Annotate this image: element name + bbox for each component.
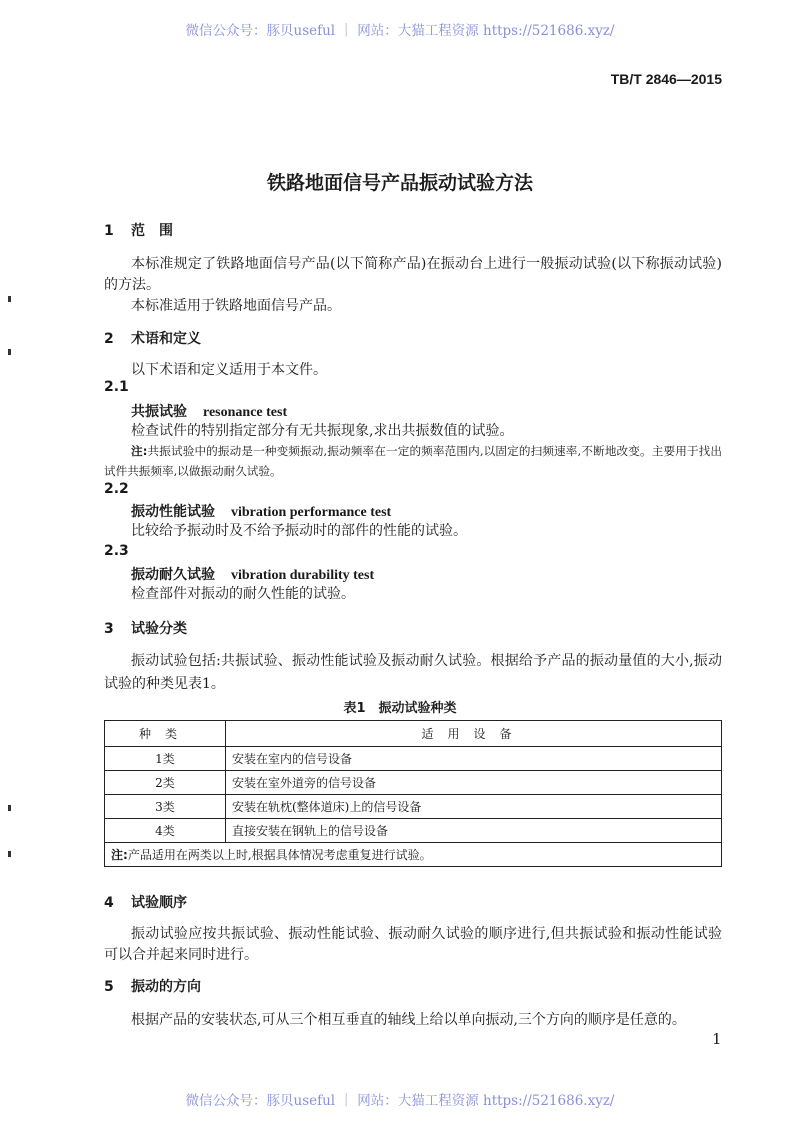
term-zh: 共振试验 <box>131 404 187 420</box>
section-1-paragraph-2: 本标准适用于铁路地面信号产品。 <box>131 298 341 314</box>
table-row <box>105 795 722 819</box>
table-cell: 2类 <box>105 771 226 795</box>
table-row <box>105 819 722 843</box>
note-text: 产品适用在两类以上时,根据具体情况考虑重复进行试验。 <box>127 848 432 862</box>
scan-mark <box>8 296 11 302</box>
section-1-paragraph-1: 本标准规定了铁路地面信号产品(以下简称产品)在振动台上进行一般振动试验(以下称振动试验)的方法。 <box>104 256 722 293</box>
section-4-heading <box>104 892 187 912</box>
term-2-3 <box>131 564 374 584</box>
table-caption: 表1 振动试验种类 <box>343 701 457 716</box>
term-en: resonance test <box>203 405 288 420</box>
section-5-heading <box>104 976 201 996</box>
column-header: 种类 <box>105 721 226 747</box>
scan-mark <box>8 805 11 811</box>
term-2-1 <box>131 401 287 421</box>
table-row <box>105 771 722 795</box>
table-row <box>105 747 722 771</box>
table-note <box>105 843 722 867</box>
section-number: 4 <box>104 895 114 911</box>
section-title: 试验分类 <box>131 621 187 637</box>
standard-number: TB/T 2846—2015 <box>610 71 722 87</box>
scan-mark <box>8 349 11 355</box>
section-number: 2 <box>104 331 114 347</box>
vibration-test-types-table <box>104 720 722 867</box>
clause-2-3-number: 2.3 <box>104 543 129 559</box>
section-1-heading <box>104 220 173 240</box>
section-number: 3 <box>104 621 114 637</box>
column-header: 适用设备 <box>226 721 722 747</box>
term-2-2-definition: 比较给予振动时及不给予振动时的部件的性能的试验。 <box>131 523 467 539</box>
term-en: vibration durability test <box>231 568 375 583</box>
section-title: 范 围 <box>131 223 173 239</box>
note-label: 注: <box>111 848 128 862</box>
term-2-1-definition: 检查试件的特别指定部分有无共振现象,求出共振数值的试验。 <box>131 423 514 439</box>
term-2-1-note <box>104 441 722 481</box>
note-text: 共振试验中的振动是一种变频振动,振动频率在一定的频率范围内,以固定的扫频速率,不断地改变。主要用于找出试件共振频率,以做振动耐久试验。 <box>104 444 722 478</box>
section-2-heading <box>104 328 201 348</box>
watermark-top: 微信公众号：豚贝useful ｜ 网站：大猫工程资源 https://521686.xyz/ <box>185 23 615 39</box>
table-cell: 直接安装在钢轨上的信号设备 <box>226 819 722 843</box>
section-title: 术语和定义 <box>131 331 201 347</box>
section-number: 5 <box>104 979 114 995</box>
clause-2-1-number: 2.1 <box>104 379 129 395</box>
section-5-paragraph: 根据产品的安装状态,可从三个相互垂直的轴线上给以单向振动,三个方向的顺序是任意的。 <box>131 1012 686 1028</box>
table-cell: 安装在室外道旁的信号设备 <box>226 771 722 795</box>
table-cell: 安装在轨枕(整体道床)上的信号设备 <box>226 795 722 819</box>
page-title: 铁路地面信号产品振动试验方法 <box>266 172 533 194</box>
term-zh: 振动性能试验 <box>131 504 215 520</box>
table-cell: 安装在室内的信号设备 <box>226 747 722 771</box>
table-cell: 3类 <box>105 795 226 819</box>
section-number: 1 <box>104 223 114 239</box>
note-label: 注: <box>131 444 148 458</box>
watermark-bottom: 微信公众号：豚贝useful ｜ 网站：大猫工程资源 https://521686.xyz/ <box>185 1093 615 1109</box>
table-cell: 1类 <box>105 747 226 771</box>
table-cell: 4类 <box>105 819 226 843</box>
section-3-paragraph: 振动试验包括:共振试验、振动性能试验及振动耐久试验。根据给予产品的振动量值的大小,振动试验的种类见表1。 <box>104 653 722 692</box>
section-2-paragraph: 以下术语和定义适用于本文件。 <box>131 362 327 378</box>
term-2-2 <box>131 501 391 521</box>
section-4-paragraph: 振动试验应按共振试验、振动性能试验、振动耐久试验的顺序进行,但共振试验和振动性能试验可以合并起来同时进行。 <box>104 926 722 963</box>
term-zh: 振动耐久试验 <box>131 567 215 583</box>
section-title: 试验顺序 <box>131 895 187 911</box>
term-2-3-definition: 检查部件对振动的耐久性能的试验。 <box>131 586 355 602</box>
table-note-row <box>105 843 722 867</box>
table-header-row <box>105 721 722 747</box>
clause-2-2-number: 2.2 <box>104 481 129 497</box>
section-3-heading <box>104 618 187 638</box>
section-title: 振动的方向 <box>131 979 201 995</box>
page-number: 1 <box>712 1030 722 1048</box>
term-en: vibration performance test <box>231 505 392 520</box>
scan-mark <box>8 851 11 857</box>
